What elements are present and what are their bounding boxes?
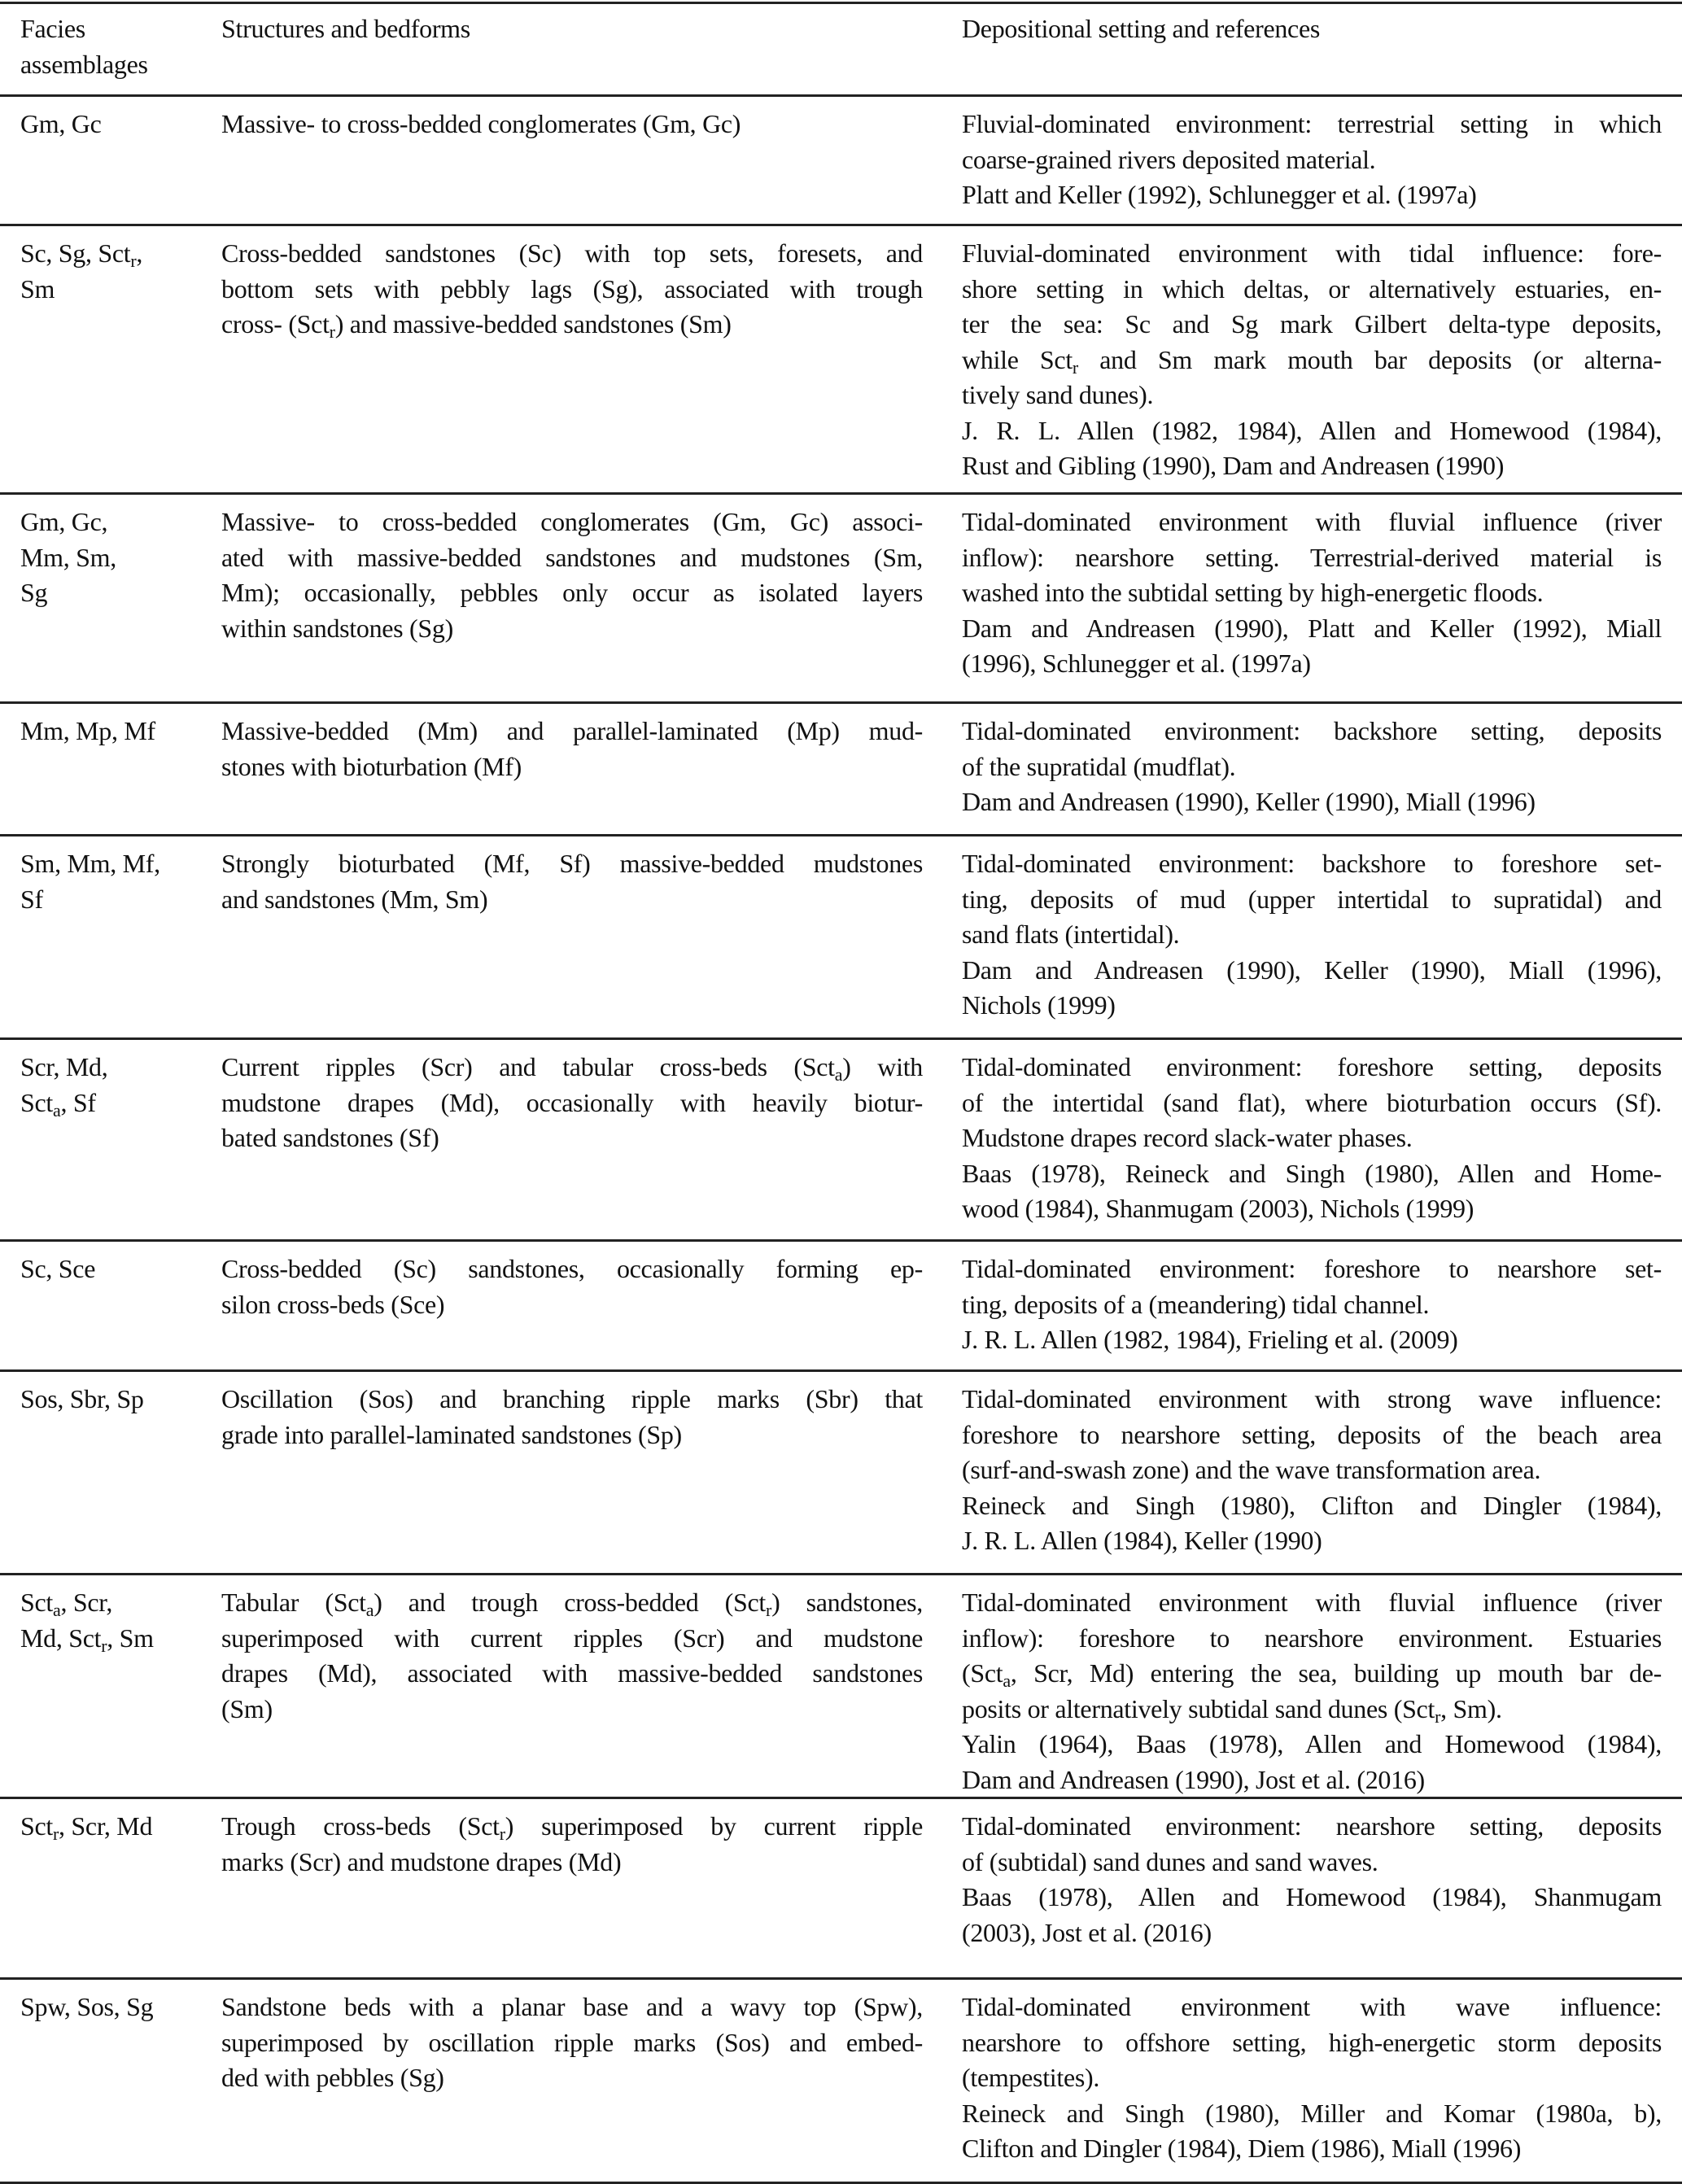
header-depositional-setting	[962, 11, 1662, 47]
reference-text-line: J. R. L. Allen (1982, 1984), Frieling et al. (2009)	[962, 1325, 1458, 1354]
text-line: marks (Scr) and mudstone drapes (Md)	[221, 1846, 622, 1876]
table-top-rule	[0, 2, 1682, 4]
facies-cell	[20, 1382, 199, 1417]
structures-cell	[221, 1809, 923, 1880]
setting-text-line: while Sct$_r$ and Sm mark mouth bar deposits (or alterna-	[962, 344, 1662, 378]
row-divider	[0, 1369, 1682, 1372]
text-line: mudstone drapes (Md), occasionally with heavily biotur-	[221, 1087, 923, 1117]
text-line: Sct$_a$, Scr,	[20, 1588, 113, 1620]
reference-text-line: (1996), Schlunegger et al. (1997a)	[962, 649, 1311, 678]
row-divider	[0, 224, 1682, 226]
setting-text-line: Tidal-dominated environment: foreshore setting, deposits	[962, 1052, 1662, 1081]
setting-text-line: (Sct$_a$, Scr, Md) entering the sea, building up mouth bar de-	[962, 1658, 1662, 1691]
setting-text-line: shore setting in which deltas, or alternatively estuaries, en-	[962, 273, 1662, 304]
setting-text-line: ting, deposits of mud (upper intertidal to supratidal) and	[962, 884, 1662, 914]
text-line: stones with bioturbation (Mf)	[221, 751, 522, 781]
structures-cell	[221, 846, 923, 917]
row-divider	[0, 492, 1682, 495]
text-line: Sm	[20, 273, 55, 304]
facies-cell	[20, 714, 199, 749]
structures-cell	[221, 1251, 923, 1322]
text-line: Structures and bedforms	[221, 14, 470, 43]
row-divider	[0, 1239, 1682, 1242]
reference-text-line: Dam and Andreasen (1990), Keller (1990), Miall (1996),	[962, 954, 1662, 985]
text-line: Gm, Gc	[20, 109, 102, 138]
text-line: Facies	[20, 14, 85, 43]
facies-cell	[20, 846, 199, 917]
text-line: Cross-bedded (Sc) sandstones, occasionally forming ep-	[221, 1254, 923, 1283]
row-divider	[0, 1573, 1682, 1575]
reference-text-line: Reineck and Singh (1980), Clifton and Dingler (1984),	[962, 1490, 1662, 1520]
text-line: Sos, Sbr, Sp	[20, 1384, 144, 1413]
setting-text-line: Tidal-dominated environment with fluvial influence (river	[962, 507, 1662, 536]
text-line: cross- (Sct$_r$) and massive-bedded sandstones (Sm)	[221, 309, 732, 342]
text-line: Current ripples (Scr) and tabular cross-beds (Sct$_a$) with	[221, 1052, 923, 1085]
text-line: Massive- to cross-bedded conglomerates (Gm, Gc) associ-	[221, 507, 923, 536]
setting-text-line: of the intertidal (sand flat), where bioturbation occurs (Sf).	[962, 1087, 1662, 1117]
reference-text-line: Reineck and Singh (1980), Miller and Komar (1980a, b),	[962, 2098, 1662, 2128]
setting-text-line: Tidal-dominated environment with fluvial influence (river	[962, 1588, 1662, 1617]
setting-cell	[962, 1382, 1662, 1559]
text-line: bated sandstones (Sf)	[221, 1123, 439, 1152]
text-line: Massive-bedded (Mm) and parallel-laminated (Mp) mud-	[221, 716, 923, 745]
text-line: bottom sets with pebbly lags (Sg), associated with trough	[221, 273, 923, 304]
text-line: Oscillation (Sos) and branching ripple marks (Sbr) that	[221, 1384, 923, 1413]
reference-text-line: Baas (1978), Reineck and Singh (1980), Allen and Home-	[962, 1158, 1662, 1188]
text-line: Scr, Md,	[20, 1052, 108, 1081]
reference-text-line: Dam and Andreasen (1990), Platt and Keller (1992), Miall	[962, 613, 1662, 643]
reference-text-line: (2003), Jost et al. (2016)	[962, 1917, 1212, 1947]
row-divider	[0, 701, 1682, 704]
text-line: silon cross-beds (Sce)	[221, 1289, 445, 1319]
facies-cell	[20, 107, 199, 142]
setting-cell	[962, 236, 1662, 484]
text-line: ated with massive-bedded sandstones and mudstones (Sm,	[221, 542, 923, 572]
text-line: Sct$_a$, Sf	[20, 1087, 96, 1120]
facies-cell	[20, 1809, 199, 1845]
setting-cell	[962, 505, 1662, 682]
row-divider	[0, 1037, 1682, 1040]
setting-cell	[962, 1585, 1662, 1797]
row-divider	[0, 94, 1682, 97]
setting-text-line: (surf-and-swash zone) and the wave transformation area.	[962, 1455, 1541, 1484]
text-line: and sandstones (Mm, Sm)	[221, 884, 488, 914]
setting-text-line: Fluvial-dominated environment: terrestrial setting in which	[962, 109, 1662, 138]
text-line: drapes (Md), associated with massive-bedded sandstones	[221, 1658, 923, 1688]
reference-text-line: Platt and Keller (1992), Schlunegger et al. (1997a)	[962, 180, 1477, 209]
header-structures-bedforms	[221, 11, 923, 47]
setting-text-line: Fluvial-dominated environment with tidal influence: fore-	[962, 238, 1662, 268]
facies-cell	[20, 1990, 199, 2025]
structures-cell	[221, 107, 923, 142]
row-divider	[0, 1977, 1682, 1980]
facies-cell	[20, 1585, 199, 1656]
text-line: Massive- to cross-bedded conglomerates (Gm, Gc)	[221, 109, 741, 138]
reference-text-line: Baas (1978), Allen and Homewood (1984), Shanmugam	[962, 1882, 1662, 1911]
text-line: Tabular (Sct$_a$) and trough cross-bedded (Sct$_r$) sandstones,	[221, 1588, 923, 1620]
text-line: Sg	[20, 578, 48, 607]
setting-text-line: of (subtidal) sand dunes and sand waves.	[962, 1846, 1378, 1876]
reference-text-line: Rust and Gibling (1990), Dam and Andreasen (1990)	[962, 451, 1505, 480]
text-line: Mm); occasionally, pebbles only occur as isolated layers	[221, 578, 923, 607]
text-line: Strongly bioturbated (Mf, Sf) massive-bedded mudstones	[221, 849, 923, 878]
reference-text-line: J. R. L. Allen (1982, 1984), Allen and Homewood (1984),	[962, 415, 1662, 445]
setting-text-line: (tempestites).	[962, 2063, 1100, 2092]
structures-cell	[221, 1585, 923, 1727]
setting-text-line: washed into the subtidal setting by high-energetic floods.	[962, 578, 1544, 607]
facies-cell	[20, 1251, 199, 1287]
text-line: superimposed by oscillation ripple marks (Sos) and embed-	[221, 2027, 923, 2057]
structures-cell	[221, 714, 923, 784]
structures-cell	[221, 1382, 923, 1452]
text-line: Sandstone beds with a planar base and a wavy top (Spw),	[221, 1992, 923, 2021]
text-line: Sf	[20, 884, 43, 914]
text-line: assemblages	[20, 49, 148, 79]
structures-cell	[221, 236, 923, 343]
text-line: Sct$_r$, Scr, Md	[20, 1811, 153, 1844]
text-line: Sc, Sg, Sct$_r$,	[20, 238, 143, 271]
setting-text-line: foreshore to nearshore setting, deposits of the beach area	[962, 1419, 1662, 1449]
reference-text-line: Dam and Andreasen (1990), Keller (1990), Miall (1996)	[962, 787, 1536, 816]
setting-text-line: Tidal-dominated environment: foreshore to nearshore set-	[962, 1254, 1662, 1283]
setting-text-line: ter the sea: Sc and Sg mark Gilbert delta-type deposits,	[962, 309, 1662, 339]
text-line: grade into parallel-laminated sandstones (Sp)	[221, 1419, 682, 1449]
text-line: Sc, Sce	[20, 1254, 96, 1283]
reference-text-line: Dam and Andreasen (1990), Jost et al. (2016)	[962, 1764, 1425, 1794]
text-line: ded with pebbles (Sg)	[221, 2063, 444, 2092]
text-line: Trough cross-beds (Sct$_r$) superimposed by current ripple	[221, 1811, 923, 1844]
text-line: Md, Sct$_r$, Sm	[20, 1623, 154, 1656]
reference-text-line: J. R. L. Allen (1984), Keller (1990)	[962, 1526, 1322, 1555]
setting-text-line: Mudstone drapes record slack-water phases.	[962, 1123, 1413, 1152]
text-line: Mm, Sm,	[20, 542, 116, 572]
setting-text-line: ting, deposits of a (meandering) tidal channel.	[962, 1289, 1430, 1319]
setting-cell	[962, 1251, 1662, 1358]
facies-cell	[20, 236, 199, 307]
setting-cell	[962, 714, 1662, 820]
setting-text-line: Tidal-dominated environment with strong wave influence:	[962, 1384, 1662, 1413]
setting-text-line: sand flats (intertidal).	[962, 919, 1180, 949]
structures-cell	[221, 1990, 923, 2096]
reference-text-line: Yalin (1964), Baas (1978), Allen and Homewood (1984),	[962, 1729, 1662, 1758]
structures-cell	[221, 1050, 923, 1156]
setting-cell	[962, 107, 1662, 213]
text-line: (Sm)	[221, 1693, 273, 1723]
reference-text-line: Nichols (1999)	[962, 990, 1116, 1020]
reference-text-line: Clifton and Dingler (1984), Diem (1986), Miall (1996)	[962, 2134, 1522, 2163]
setting-text-line: nearshore to offshore setting, high-energetic storm deposits	[962, 2027, 1662, 2057]
header-facies-assemblages	[20, 11, 199, 82]
setting-text-line: inflow): foreshore to nearshore environment. Estuaries	[962, 1623, 1662, 1653]
setting-text-line: Tidal-dominated environment: backshore to foreshore set-	[962, 849, 1662, 878]
facies-cell	[20, 1050, 199, 1120]
setting-text-line: coarse-grained rivers deposited material.	[962, 144, 1376, 174]
row-divider	[0, 834, 1682, 836]
facies-cell	[20, 505, 199, 611]
text-line: within sandstones (Sg)	[221, 613, 453, 643]
setting-cell	[962, 1050, 1662, 1227]
setting-text-line: posits or alternatively subtidal sand dunes (Sct$_r$, Sm).	[962, 1693, 1502, 1727]
text-line: Spw, Sos, Sg	[20, 1992, 154, 2021]
setting-text-line: tively sand dunes).	[962, 380, 1154, 409]
setting-text-line: of the supratidal (mudflat).	[962, 751, 1236, 781]
text-line: Mm, Mp, Mf	[20, 716, 155, 745]
setting-text-line: Tidal-dominated environment: backshore setting, deposits	[962, 716, 1662, 745]
text-line: Depositional setting and references	[962, 14, 1321, 43]
setting-cell	[962, 846, 1662, 1024]
setting-text-line: Tidal-dominated environment with wave influence:	[962, 1992, 1662, 2021]
setting-text-line: inflow): nearshore setting. Terrestrial-derived material is	[962, 542, 1662, 572]
text-line: Gm, Gc,	[20, 507, 108, 536]
setting-cell	[962, 1809, 1662, 1950]
setting-cell	[962, 1990, 1662, 2167]
setting-text-line: Tidal-dominated environment: nearshore setting, deposits	[962, 1811, 1662, 1841]
structures-cell	[221, 505, 923, 646]
text-line: Cross-bedded sandstones (Sc) with top sets, foresets, and	[221, 238, 923, 268]
text-line: Sm, Mm, Mf,	[20, 849, 160, 878]
text-line: superimposed with current ripples (Scr) and mudstone	[221, 1623, 923, 1653]
reference-text-line: wood (1984), Shanmugam (2003), Nichols (1999)	[962, 1194, 1474, 1223]
